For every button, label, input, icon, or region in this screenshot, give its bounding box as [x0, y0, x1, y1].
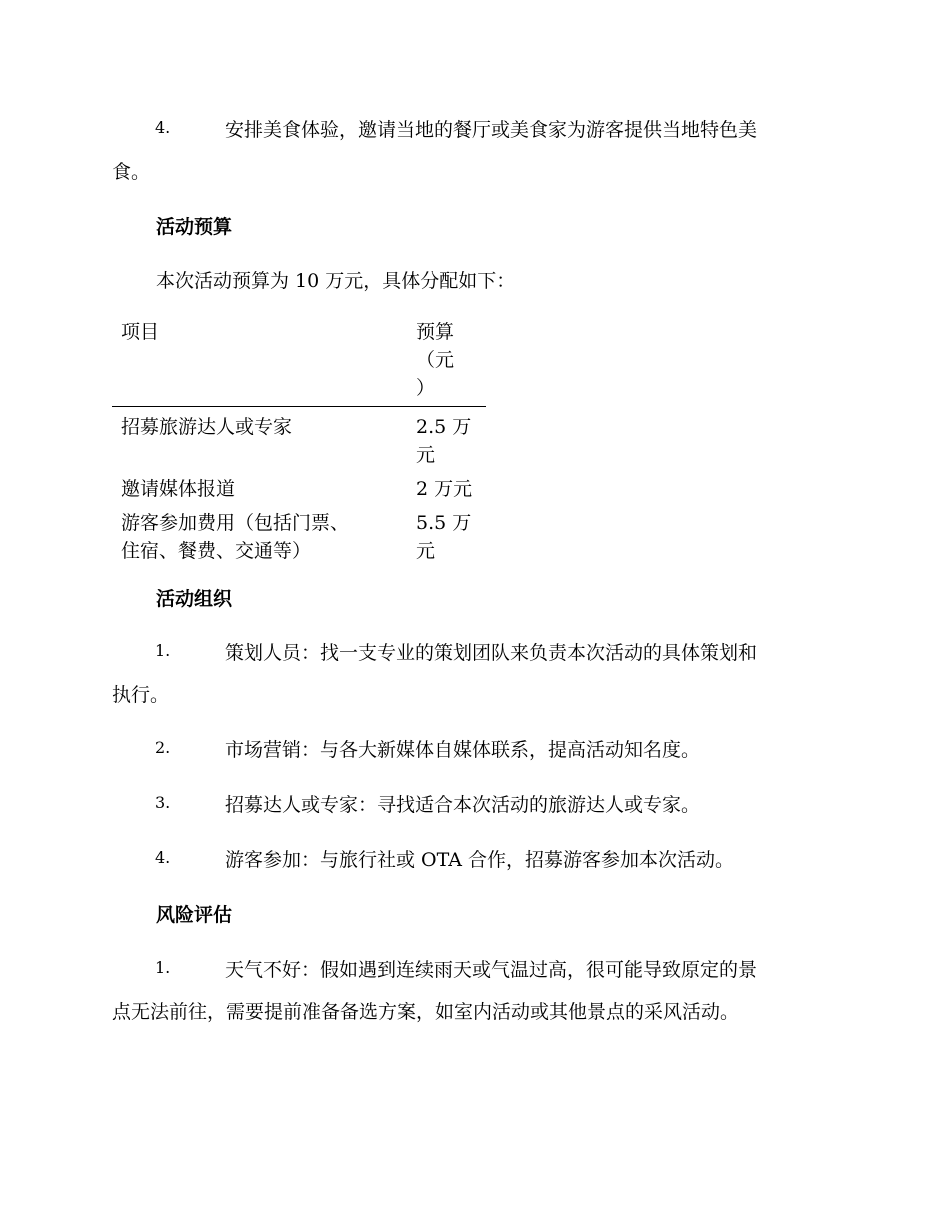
list-item-continuation: 点无法前往，需要提前准备备选方案，如室内活动或其他景点的采风活动。 [112, 1001, 740, 1023]
budget-intro: 本次活动预算为 10 万元，具体分配如下： [156, 270, 516, 292]
table-cell-text: 招募旅游达人或专家 [121, 416, 293, 438]
table-cell-text: 2 万元 [416, 478, 473, 500]
table-cell-item [112, 469, 407, 503]
table-row [112, 469, 486, 503]
section-heading-budget: 活动预算 [156, 216, 233, 238]
table-header-label: 预算 [416, 321, 455, 343]
list-item-text: 策划人员：找一支专业的策划团队来负责本次活动的具体策划和 [225, 642, 758, 664]
table-cell-text: 游客参加费用（包括门票、 [121, 512, 350, 534]
table-header-item [112, 318, 407, 407]
table-cell-text: 2.5 万 [416, 416, 472, 438]
list-number: 4. [155, 848, 171, 867]
table-header-label: 项目 [121, 321, 160, 343]
table-cell-text: 元 [416, 540, 436, 562]
budget-table [112, 318, 486, 565]
list-item-text: 市场营销：与各大新媒体自媒体联系，提高活动知名度。 [225, 739, 701, 761]
list-item-text: 游客参加：与旅行社或 OTA 合作，招募游客参加本次活动。 [225, 849, 735, 871]
list-item-text: 天气不好：假如遇到连续雨天或气温过高，很可能导致原定的景 [225, 959, 758, 981]
table-cell-text: 住宿、餐费、交通等） [121, 540, 312, 562]
table-header-budget [407, 318, 486, 407]
table-cell-text: 邀请媒体报道 [121, 478, 236, 500]
list-item-text: 安排美食体验，邀请当地的餐厅或美食家为游客提供当地特色美 [225, 119, 758, 141]
list-number: 1. [155, 641, 171, 660]
table-row [112, 503, 486, 565]
section-heading-risk: 风险评估 [156, 904, 233, 926]
table-cell-amount [407, 469, 486, 503]
table-cell-item [112, 503, 407, 565]
table-cell-amount [407, 503, 486, 565]
list-number: 3. [155, 793, 171, 812]
table-cell-item [112, 407, 407, 470]
list-number: 2. [155, 738, 171, 757]
section-heading-organization: 活动组织 [156, 588, 233, 610]
list-number: 4. [155, 118, 171, 137]
table-cell-text: 元 [416, 444, 436, 466]
table-header-row [112, 318, 486, 407]
list-item-text: 招募达人或专家：寻找适合本次活动的旅游达人或专家。 [225, 794, 701, 816]
table-header-label: ） [416, 377, 436, 399]
table-header-label: （元 [416, 349, 455, 371]
list-item-continuation: 食。 [112, 161, 151, 183]
table-row [112, 407, 486, 470]
table-cell-amount [407, 407, 486, 470]
list-number: 1. [155, 958, 171, 977]
list-item-continuation: 执行。 [112, 684, 170, 706]
table-cell-text: 5.5 万 [416, 512, 472, 534]
